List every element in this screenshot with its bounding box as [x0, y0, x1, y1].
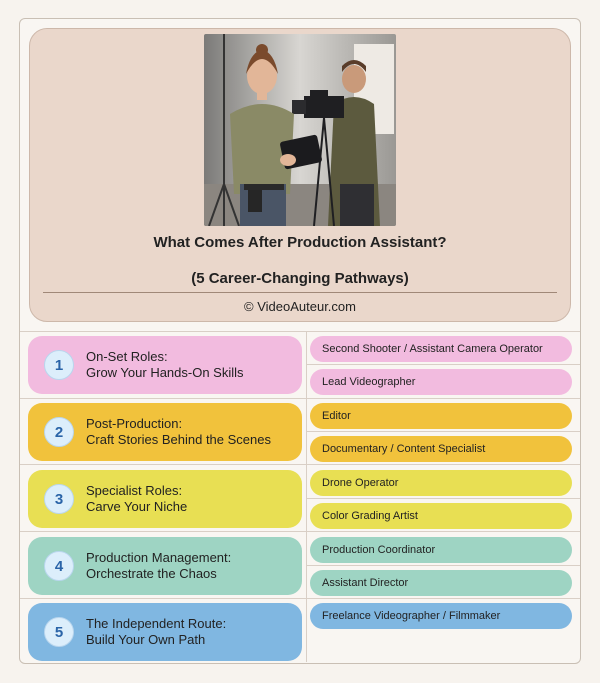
row-divider — [307, 565, 580, 566]
page-subtitle: (5 Career-Changing Pathways) — [191, 270, 409, 287]
row-divider — [20, 464, 580, 465]
pathway-title: Production Management: — [86, 550, 232, 565]
role-pill: Second Shooter / Assistant Camera Operator — [310, 336, 572, 362]
row-divider — [307, 498, 580, 499]
role-pill: Drone Operator — [310, 470, 572, 496]
role-pill: Documentary / Content Specialist — [310, 436, 572, 462]
pathway-card-post-production — [28, 403, 302, 461]
role-pill: Freelance Videographer / Filmmaker — [310, 603, 572, 629]
pathway-title: The Independent Route: — [86, 616, 227, 631]
pathway-number-badge: 5 — [44, 617, 74, 647]
row-divider — [20, 531, 580, 532]
row-divider — [20, 598, 580, 599]
role-pill: Lead Videographer — [310, 369, 572, 395]
pathway-subtitle: Orchestrate the Chaos — [86, 566, 217, 581]
pathway-subtitle: Carve Your Niche — [86, 499, 188, 514]
row-divider — [20, 331, 580, 332]
role-pill: Editor — [310, 403, 572, 429]
pathway-subtitle: Build Your Own Path — [86, 632, 206, 647]
page-title: What Comes After Production Assistant? — [153, 234, 447, 251]
pathway-card-on-set — [28, 336, 302, 394]
row-divider — [20, 398, 580, 399]
pathway-title: On-Set Roles: — [86, 349, 168, 364]
role-pill: Color Grading Artist — [310, 503, 572, 529]
pathway-number-badge: 1 — [44, 350, 74, 380]
pathway-title: Post-Production: — [86, 416, 183, 431]
pathway-title: Specialist Roles: — [86, 483, 183, 498]
pathway-subtitle: Craft Stories Behind the Scenes — [86, 432, 271, 447]
role-pill: Assistant Director — [310, 570, 572, 596]
row-divider — [307, 431, 580, 432]
hero-photo — [204, 34, 396, 226]
pathway-card-production-management — [28, 537, 302, 595]
role-pill: Production Coordinator — [310, 537, 572, 563]
pathway-card-independent — [28, 603, 302, 661]
row-divider — [307, 364, 580, 365]
film-crew-illustration — [204, 34, 396, 226]
pathway-number-badge: 2 — [44, 417, 74, 447]
pathway-number-badge: 4 — [44, 551, 74, 581]
pathway-subtitle: Grow Your Hands-On Skills — [86, 365, 244, 380]
column-divider — [306, 331, 307, 662]
credit-text: © VideoAuteur.com — [244, 299, 356, 314]
header-divider — [43, 292, 557, 293]
pathway-number-badge: 3 — [44, 484, 74, 514]
pathway-card-specialist — [28, 470, 302, 528]
